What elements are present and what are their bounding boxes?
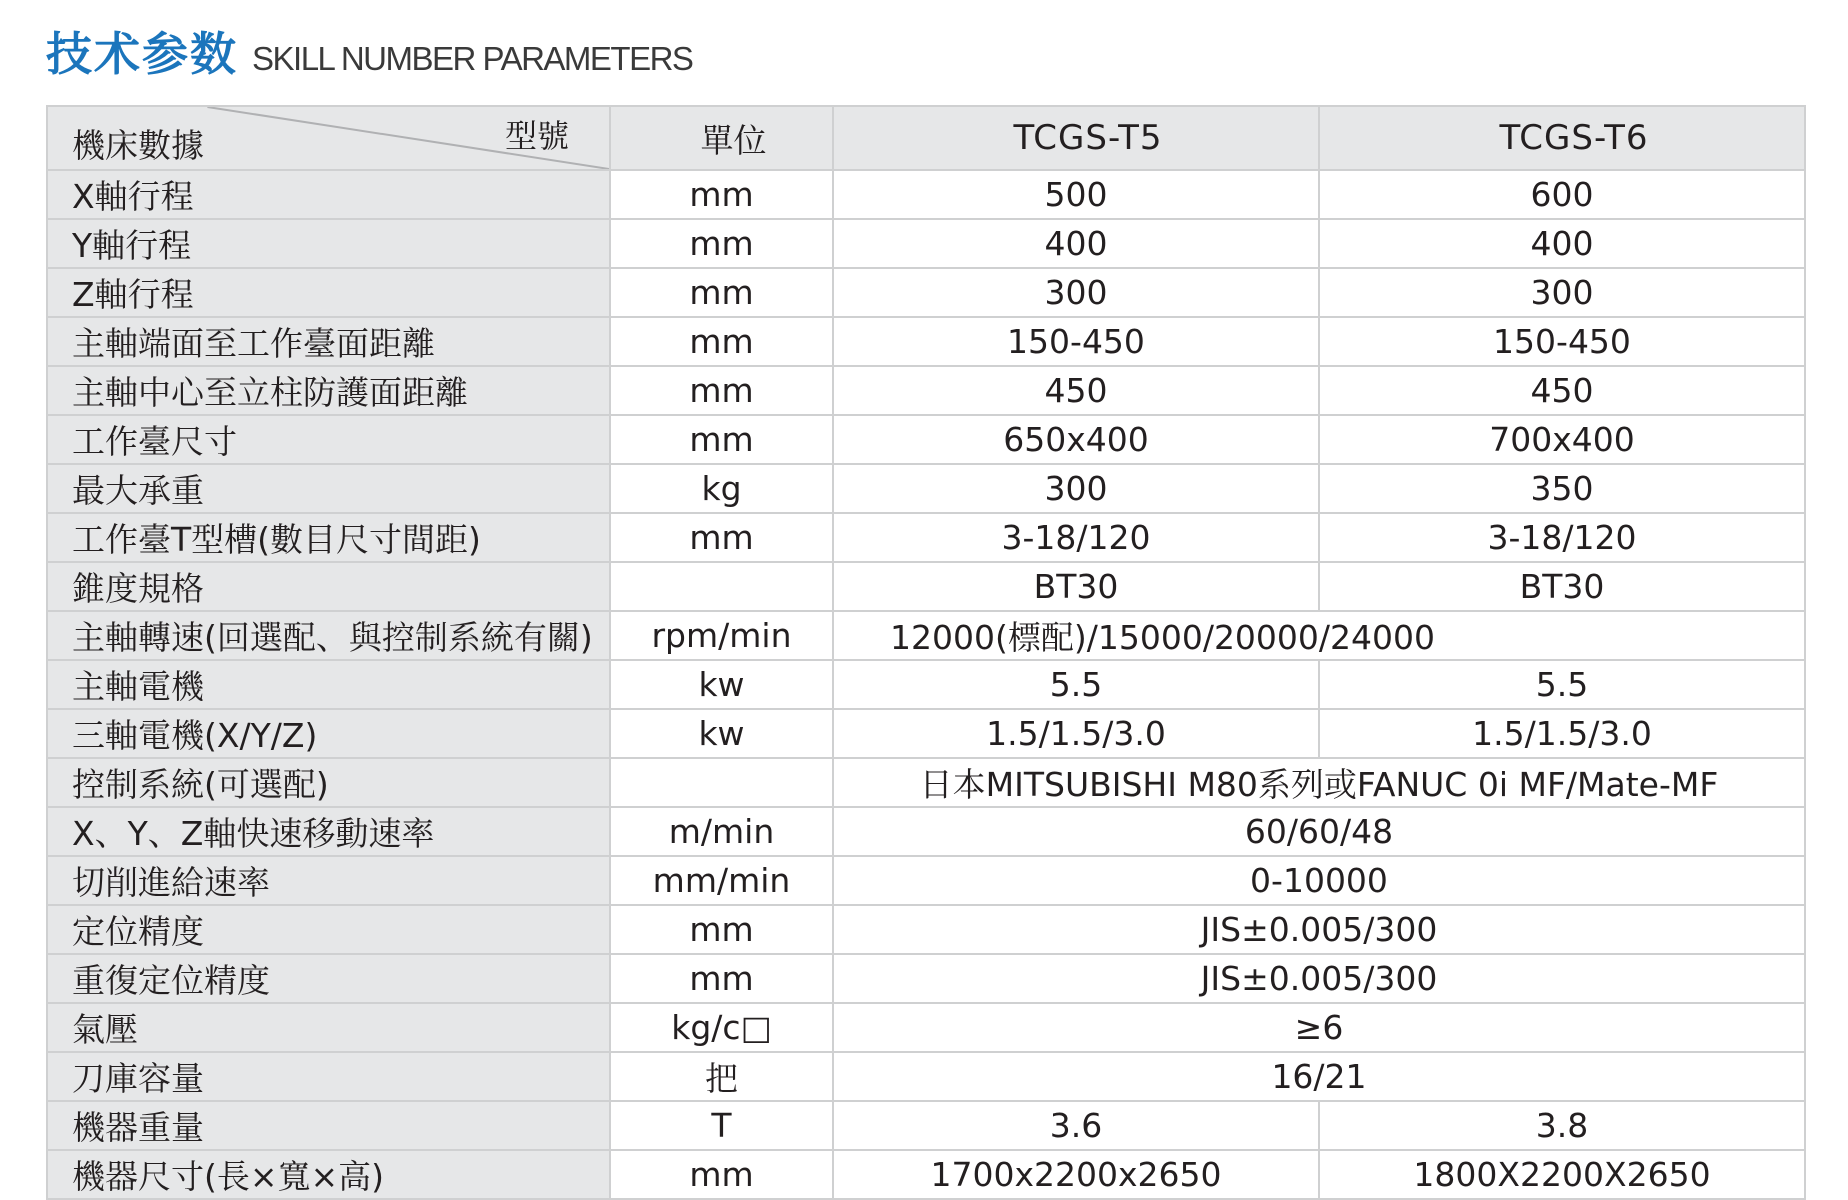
row-label: 主軸轉速(回選配、與控制系統有關) xyxy=(47,611,610,660)
row-value-t5: 3.6 xyxy=(833,1101,1319,1150)
unit-header: 單位 xyxy=(610,106,833,170)
corner-cell xyxy=(47,106,610,170)
row-unit: mm xyxy=(610,317,833,366)
row-label: X、Y、Z軸快速移動速率 xyxy=(47,807,610,856)
page-title: 技术参数 xyxy=(46,27,238,81)
page-header xyxy=(46,18,692,84)
table-row xyxy=(47,464,1805,513)
corner-model-label: 型號 xyxy=(504,117,569,155)
row-value-shared: 0-10000 xyxy=(833,856,1805,905)
row-value-t5: 1700x2200x2650 xyxy=(833,1150,1319,1199)
table-row xyxy=(47,170,1805,219)
row-unit: rpm/min xyxy=(610,611,833,660)
table-row xyxy=(47,1052,1805,1101)
row-value-shared: JIS±0.005/300 xyxy=(833,905,1805,954)
row-value-t5: 400 xyxy=(833,219,1319,268)
row-label: 控制系統(可選配) xyxy=(47,758,610,807)
row-value-shared: 16/21 xyxy=(833,1052,1805,1101)
row-label: 三軸電機(X/Y/Z) xyxy=(47,709,610,758)
row-unit: mm xyxy=(610,366,833,415)
table-row xyxy=(47,905,1805,954)
table-row xyxy=(47,660,1805,709)
row-label: 氣壓 xyxy=(47,1003,610,1052)
row-value-shared: JIS±0.005/300 xyxy=(833,954,1805,1003)
row-unit: mm xyxy=(610,219,833,268)
model-header-t6: TCGS-T6 xyxy=(1319,106,1805,170)
table-row xyxy=(47,1101,1805,1150)
row-unit: kg/c□ xyxy=(610,1003,833,1052)
model-header-t5: TCGS-T5 xyxy=(833,106,1319,170)
row-value-t6: 5.5 xyxy=(1319,660,1805,709)
row-value-shared: 60/60/48 xyxy=(833,807,1805,856)
row-value-t6: 700x400 xyxy=(1319,415,1805,464)
row-unit xyxy=(610,562,833,611)
table-row xyxy=(47,366,1805,415)
spec-table xyxy=(46,105,1806,1200)
row-label: 機器重量 xyxy=(47,1101,610,1150)
row-unit: kw xyxy=(610,709,833,758)
row-unit: 把 xyxy=(610,1052,833,1101)
table-row xyxy=(47,807,1805,856)
row-value-t6: 350 xyxy=(1319,464,1805,513)
row-value-t5: BT30 xyxy=(833,562,1319,611)
row-unit: mm xyxy=(610,1150,833,1199)
row-value-shared: ≥6 xyxy=(833,1003,1805,1052)
row-label: Y軸行程 xyxy=(47,219,610,268)
page-subtitle: SKILL NUMBER PARAMETERS xyxy=(252,40,693,77)
row-value-t6: 600 xyxy=(1319,170,1805,219)
row-unit: mm/min xyxy=(610,856,833,905)
row-unit: mm xyxy=(610,170,833,219)
row-value-t6: 300 xyxy=(1319,268,1805,317)
row-value-shared: 日本MITSUBISHI M80系列或FANUC 0i MF/Mate-MF xyxy=(833,758,1805,807)
row-label: 重復定位精度 xyxy=(47,954,610,1003)
row-label: 機器尺寸(長×寬×高) xyxy=(47,1150,610,1199)
row-value-t5: 300 xyxy=(833,268,1319,317)
row-value-t5: 3-18/120 xyxy=(833,513,1319,562)
row-unit: mm xyxy=(610,954,833,1003)
table-row xyxy=(47,317,1805,366)
row-value-t6: 150-450 xyxy=(1319,317,1805,366)
row-label: X軸行程 xyxy=(47,170,610,219)
table-row xyxy=(47,513,1805,562)
row-value-t5: 450 xyxy=(833,366,1319,415)
corner-machine-label: 機床數據 xyxy=(72,126,204,165)
row-value-t5: 5.5 xyxy=(833,660,1319,709)
row-unit: mm xyxy=(610,268,833,317)
table-row xyxy=(47,611,1805,660)
row-label: 切削進給速率 xyxy=(47,856,610,905)
row-unit: m/min xyxy=(610,807,833,856)
row-label: 主軸中心至立柱防護面距離 xyxy=(47,366,610,415)
table-row xyxy=(47,856,1805,905)
row-unit: kg xyxy=(610,464,833,513)
table-row xyxy=(47,954,1805,1003)
row-unit xyxy=(610,758,833,807)
row-label: Z軸行程 xyxy=(47,268,610,317)
row-label: 工作臺尺寸 xyxy=(47,415,610,464)
table-row xyxy=(47,1003,1805,1052)
row-label: 定位精度 xyxy=(47,905,610,954)
row-value-t6: 3.8 xyxy=(1319,1101,1805,1150)
row-value-t6: 1.5/1.5/3.0 xyxy=(1319,709,1805,758)
row-value-t5: 150-450 xyxy=(833,317,1319,366)
row-value-t5: 650x400 xyxy=(833,415,1319,464)
row-unit: mm xyxy=(610,905,833,954)
row-unit: kw xyxy=(610,660,833,709)
row-unit: T xyxy=(610,1101,833,1150)
row-value-t6: 450 xyxy=(1319,366,1805,415)
table-row xyxy=(47,709,1805,758)
spec-table-body xyxy=(47,106,1805,1199)
row-value-t6: 3-18/120 xyxy=(1319,513,1805,562)
row-value-t5: 300 xyxy=(833,464,1319,513)
row-label: 工作臺T型槽(數目尺寸間距) xyxy=(47,513,610,562)
table-row xyxy=(47,219,1805,268)
row-label: 主軸電機 xyxy=(47,660,610,709)
row-unit: mm xyxy=(610,415,833,464)
table-row xyxy=(47,415,1805,464)
row-value-t5: 500 xyxy=(833,170,1319,219)
row-label: 主軸端面至工作臺面距離 xyxy=(47,317,610,366)
table-row xyxy=(47,758,1805,807)
row-value-t6: BT30 xyxy=(1319,562,1805,611)
row-value-t6: 1800X2200X2650 xyxy=(1319,1150,1805,1199)
row-label: 最大承重 xyxy=(47,464,610,513)
row-unit: mm xyxy=(610,513,833,562)
row-label: 刀庫容量 xyxy=(47,1052,610,1101)
table-row xyxy=(47,562,1805,611)
table-row xyxy=(47,1150,1805,1199)
table-row xyxy=(47,268,1805,317)
table-header-row xyxy=(47,106,1805,170)
row-label: 錐度規格 xyxy=(47,562,610,611)
row-value-t5: 1.5/1.5/3.0 xyxy=(833,709,1319,758)
row-value-shared: 12000(標配)/15000/20000/24000 xyxy=(833,611,1805,660)
row-value-t6: 400 xyxy=(1319,219,1805,268)
